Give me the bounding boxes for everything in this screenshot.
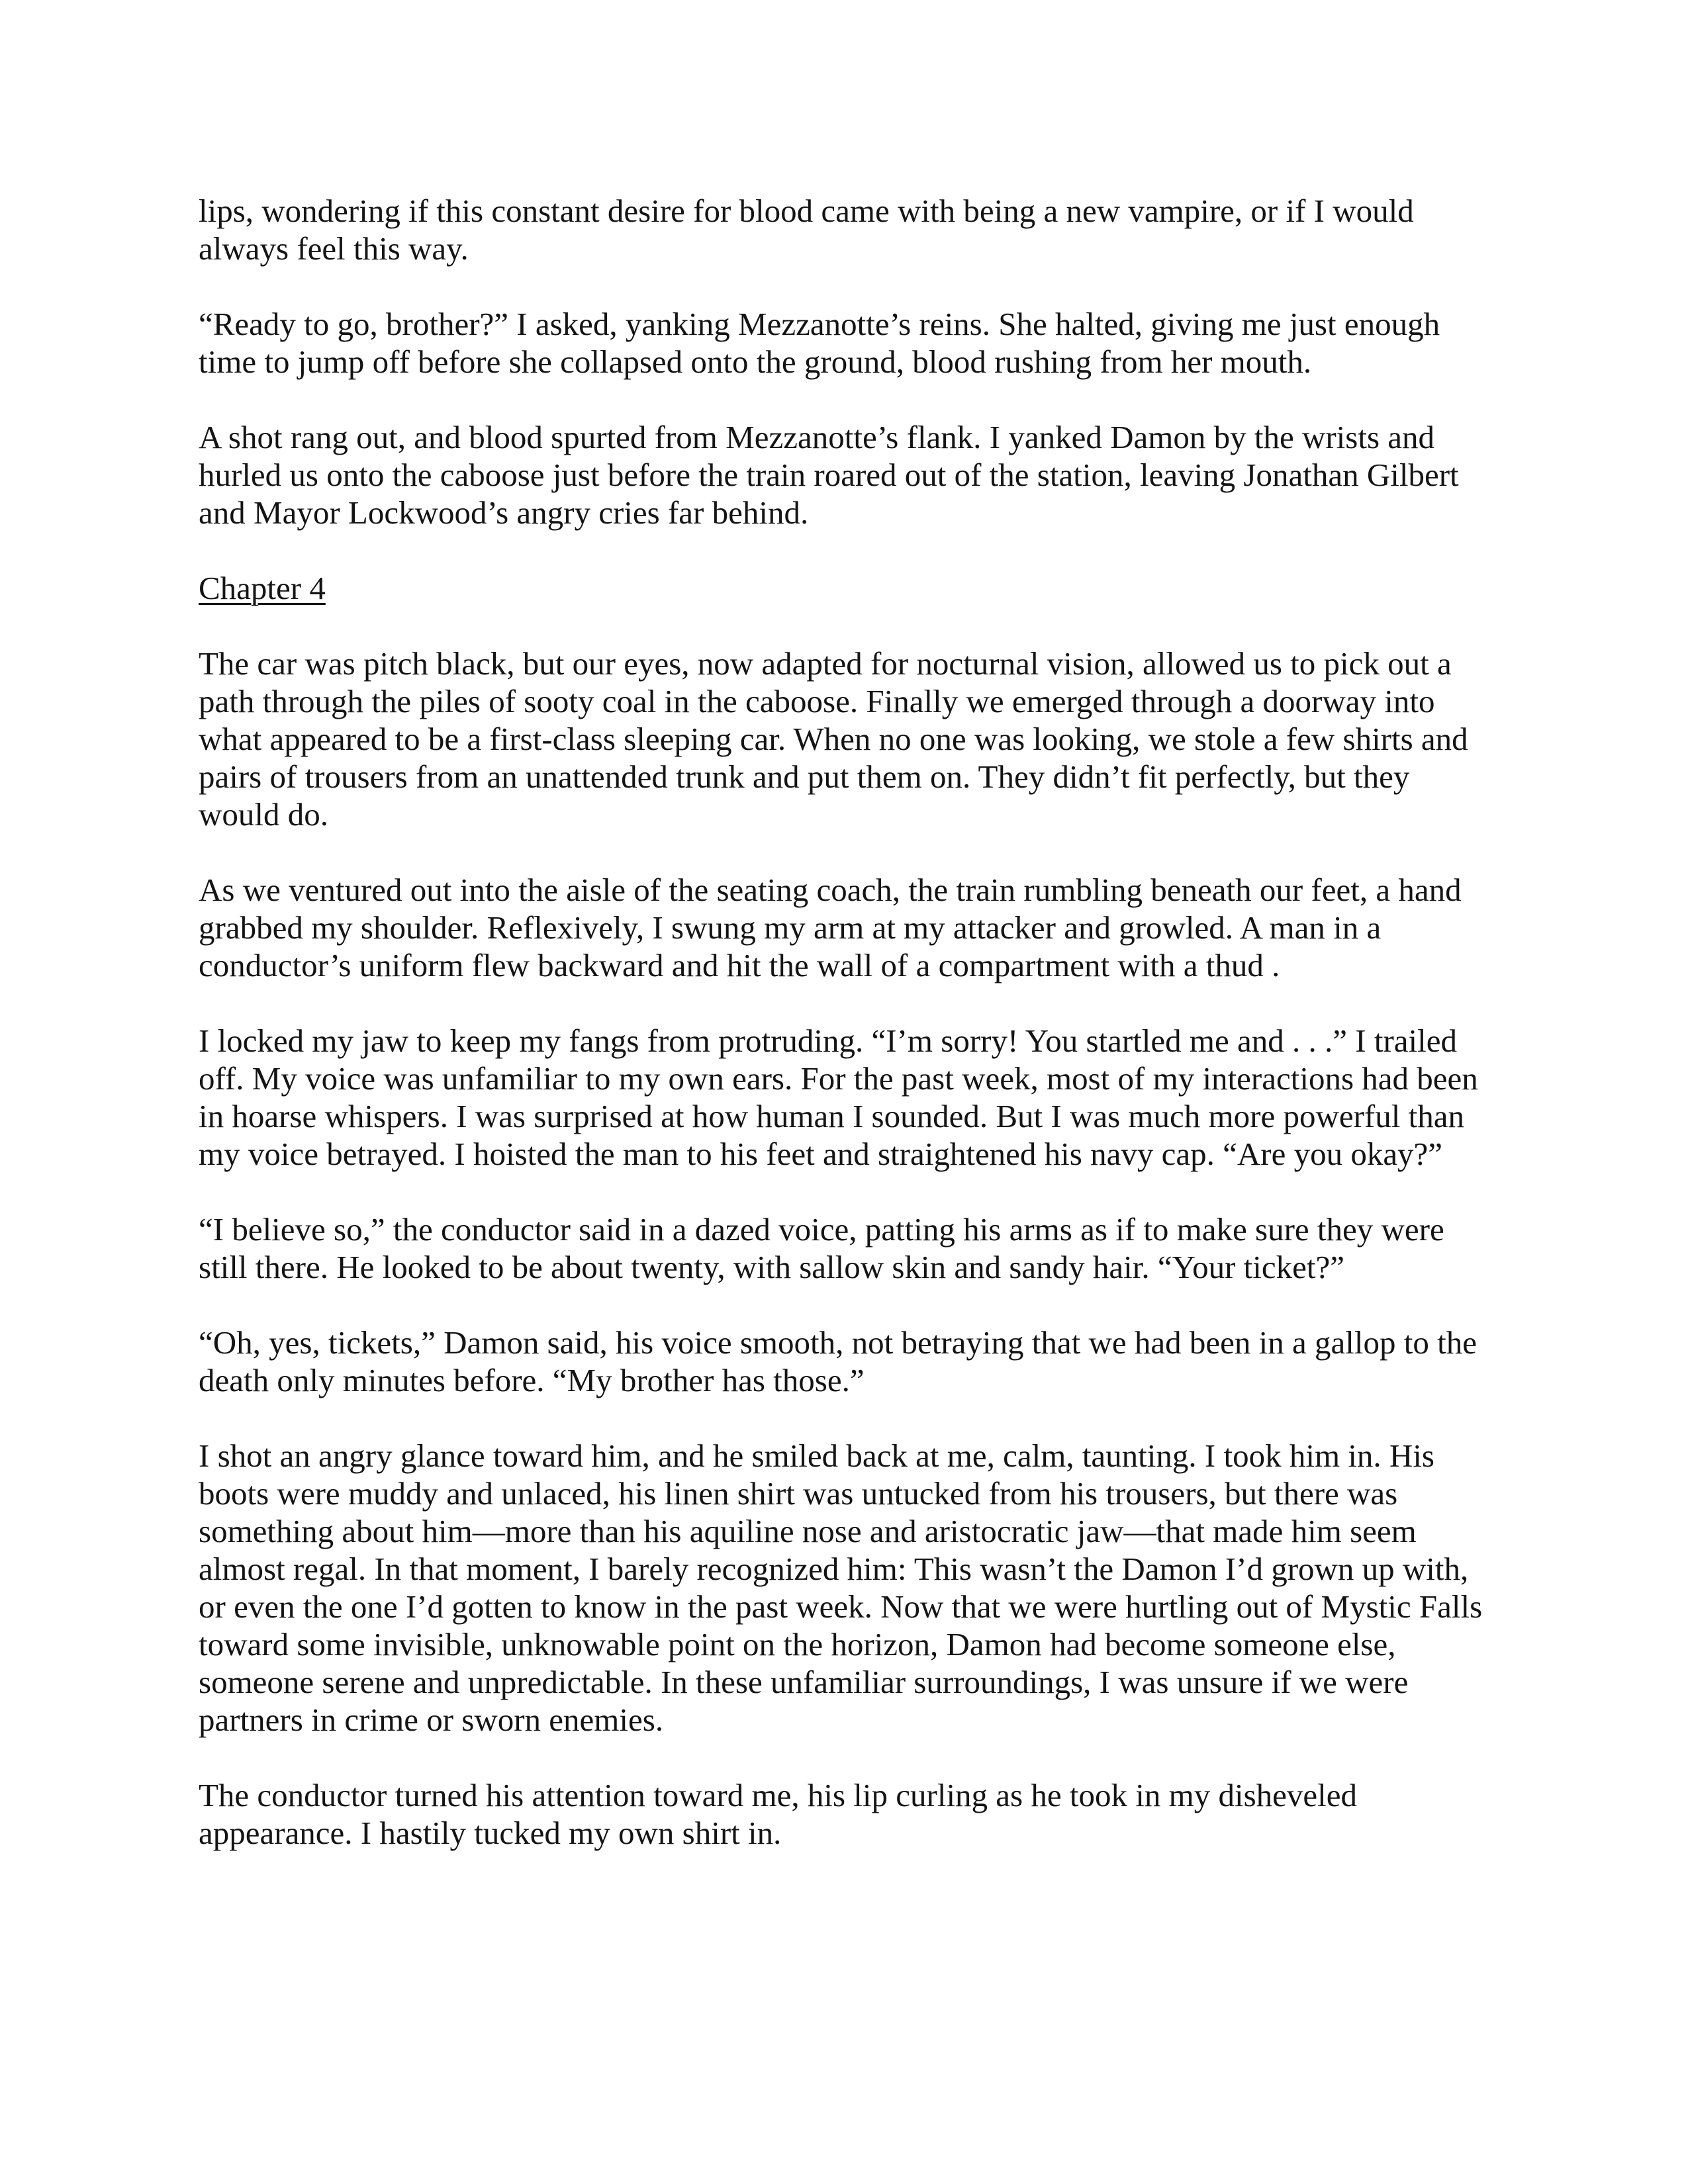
- paragraph: I locked my jaw to keep my fangs from protruding. “I’m sorry! You startled me and . . .” I trailed off. My voice was unfamiliar to my own ears. For the past week, most of my interactions had been in hoarse whispers. I was surprised at how human I sounded. But I was much more powerful than my voice betrayed. I hoisted the man to his feet and straightened his navy cap. “Are you okay?”: [199, 1023, 1478, 1172]
- paragraph: The conductor turned his attention toward me, his lip curling as he took in my disheveled appearance. I hastily tucked my own shirt in.: [199, 1777, 1358, 1851]
- paragraph: “Oh, yes, tickets,” Damon said, his voice smooth, not betraying that we had been in a gallop to the death only minutes before. “My brother has those.”: [199, 1324, 1477, 1398]
- paragraph: As we ventured out into the aisle of the seating coach, the train rumbling beneath our feet, a hand grabbed my shoulder. Reflexively, I swung my arm at my attacker and growled. A man in a conductor’s uniform flew backward and hit the wall of a compartment with a thud .: [199, 872, 1462, 983]
- paragraph: lips, wondering if this constant desire for blood came with being a new vampire, or if I would always feel this way.: [199, 193, 1414, 267]
- paragraph: I shot an angry glance toward him, and he smiled back at me, calm, taunting. I took him in. His boots were muddy and unlaced, his linen shirt was untucked from his trousers, but there was something about him—more than his aquiline nose and aristocratic jaw—that made him seem almost regal. In that moment, I barely recognized him: This wasn’t the Damon I’d grown up with, or even the one I’d gotten to know in the past week. Now that we were hurtling out of Mystic Falls toward some invisible, unknowable point on the horizon, Damon had become someone else, someone serene and unpredictable. In these unfamiliar surroundings, I was unsure if we were partners in crime or sworn enemies.: [199, 1437, 1483, 1738]
- paragraph: “I believe so,” the conductor said in a dazed voice, patting his arms as if to make sure they were still there. He looked to be about twenty, with sallow skin and sandy hair. “Your ticket?”: [199, 1211, 1444, 1285]
- paragraph: The car was pitch black, but our eyes, now adapted for nocturnal vision, allowed us to pick out a path through the piles of sooty coal in the caboose. Finally we emerged through a doorway into what appeared to be a first-class sleeping car. When no one was looking, we stole a few shirts and pairs of trousers from an unattended trunk and put them on. They didn’t fit perfectly, but they would do.: [199, 645, 1468, 833]
- document-body: [199, 192, 1483, 1889]
- paragraph: A shot rang out, and blood spurted from Mezzanotte’s flank. I yanked Damon by the wrists and hurled us onto the caboose just before the train roared out of the station, leaving Jonathan Gilbert and Mayor Lockwood’s angry cries far behind.: [199, 419, 1459, 531]
- paragraph: “Ready to go, brother?” I asked, yanking Mezzanotte’s reins. She halted, giving me just enough time to jump off before she collapsed onto the ground, blood rushing from her mouth.: [199, 306, 1440, 380]
- chapter-heading: Chapter 4: [199, 570, 326, 606]
